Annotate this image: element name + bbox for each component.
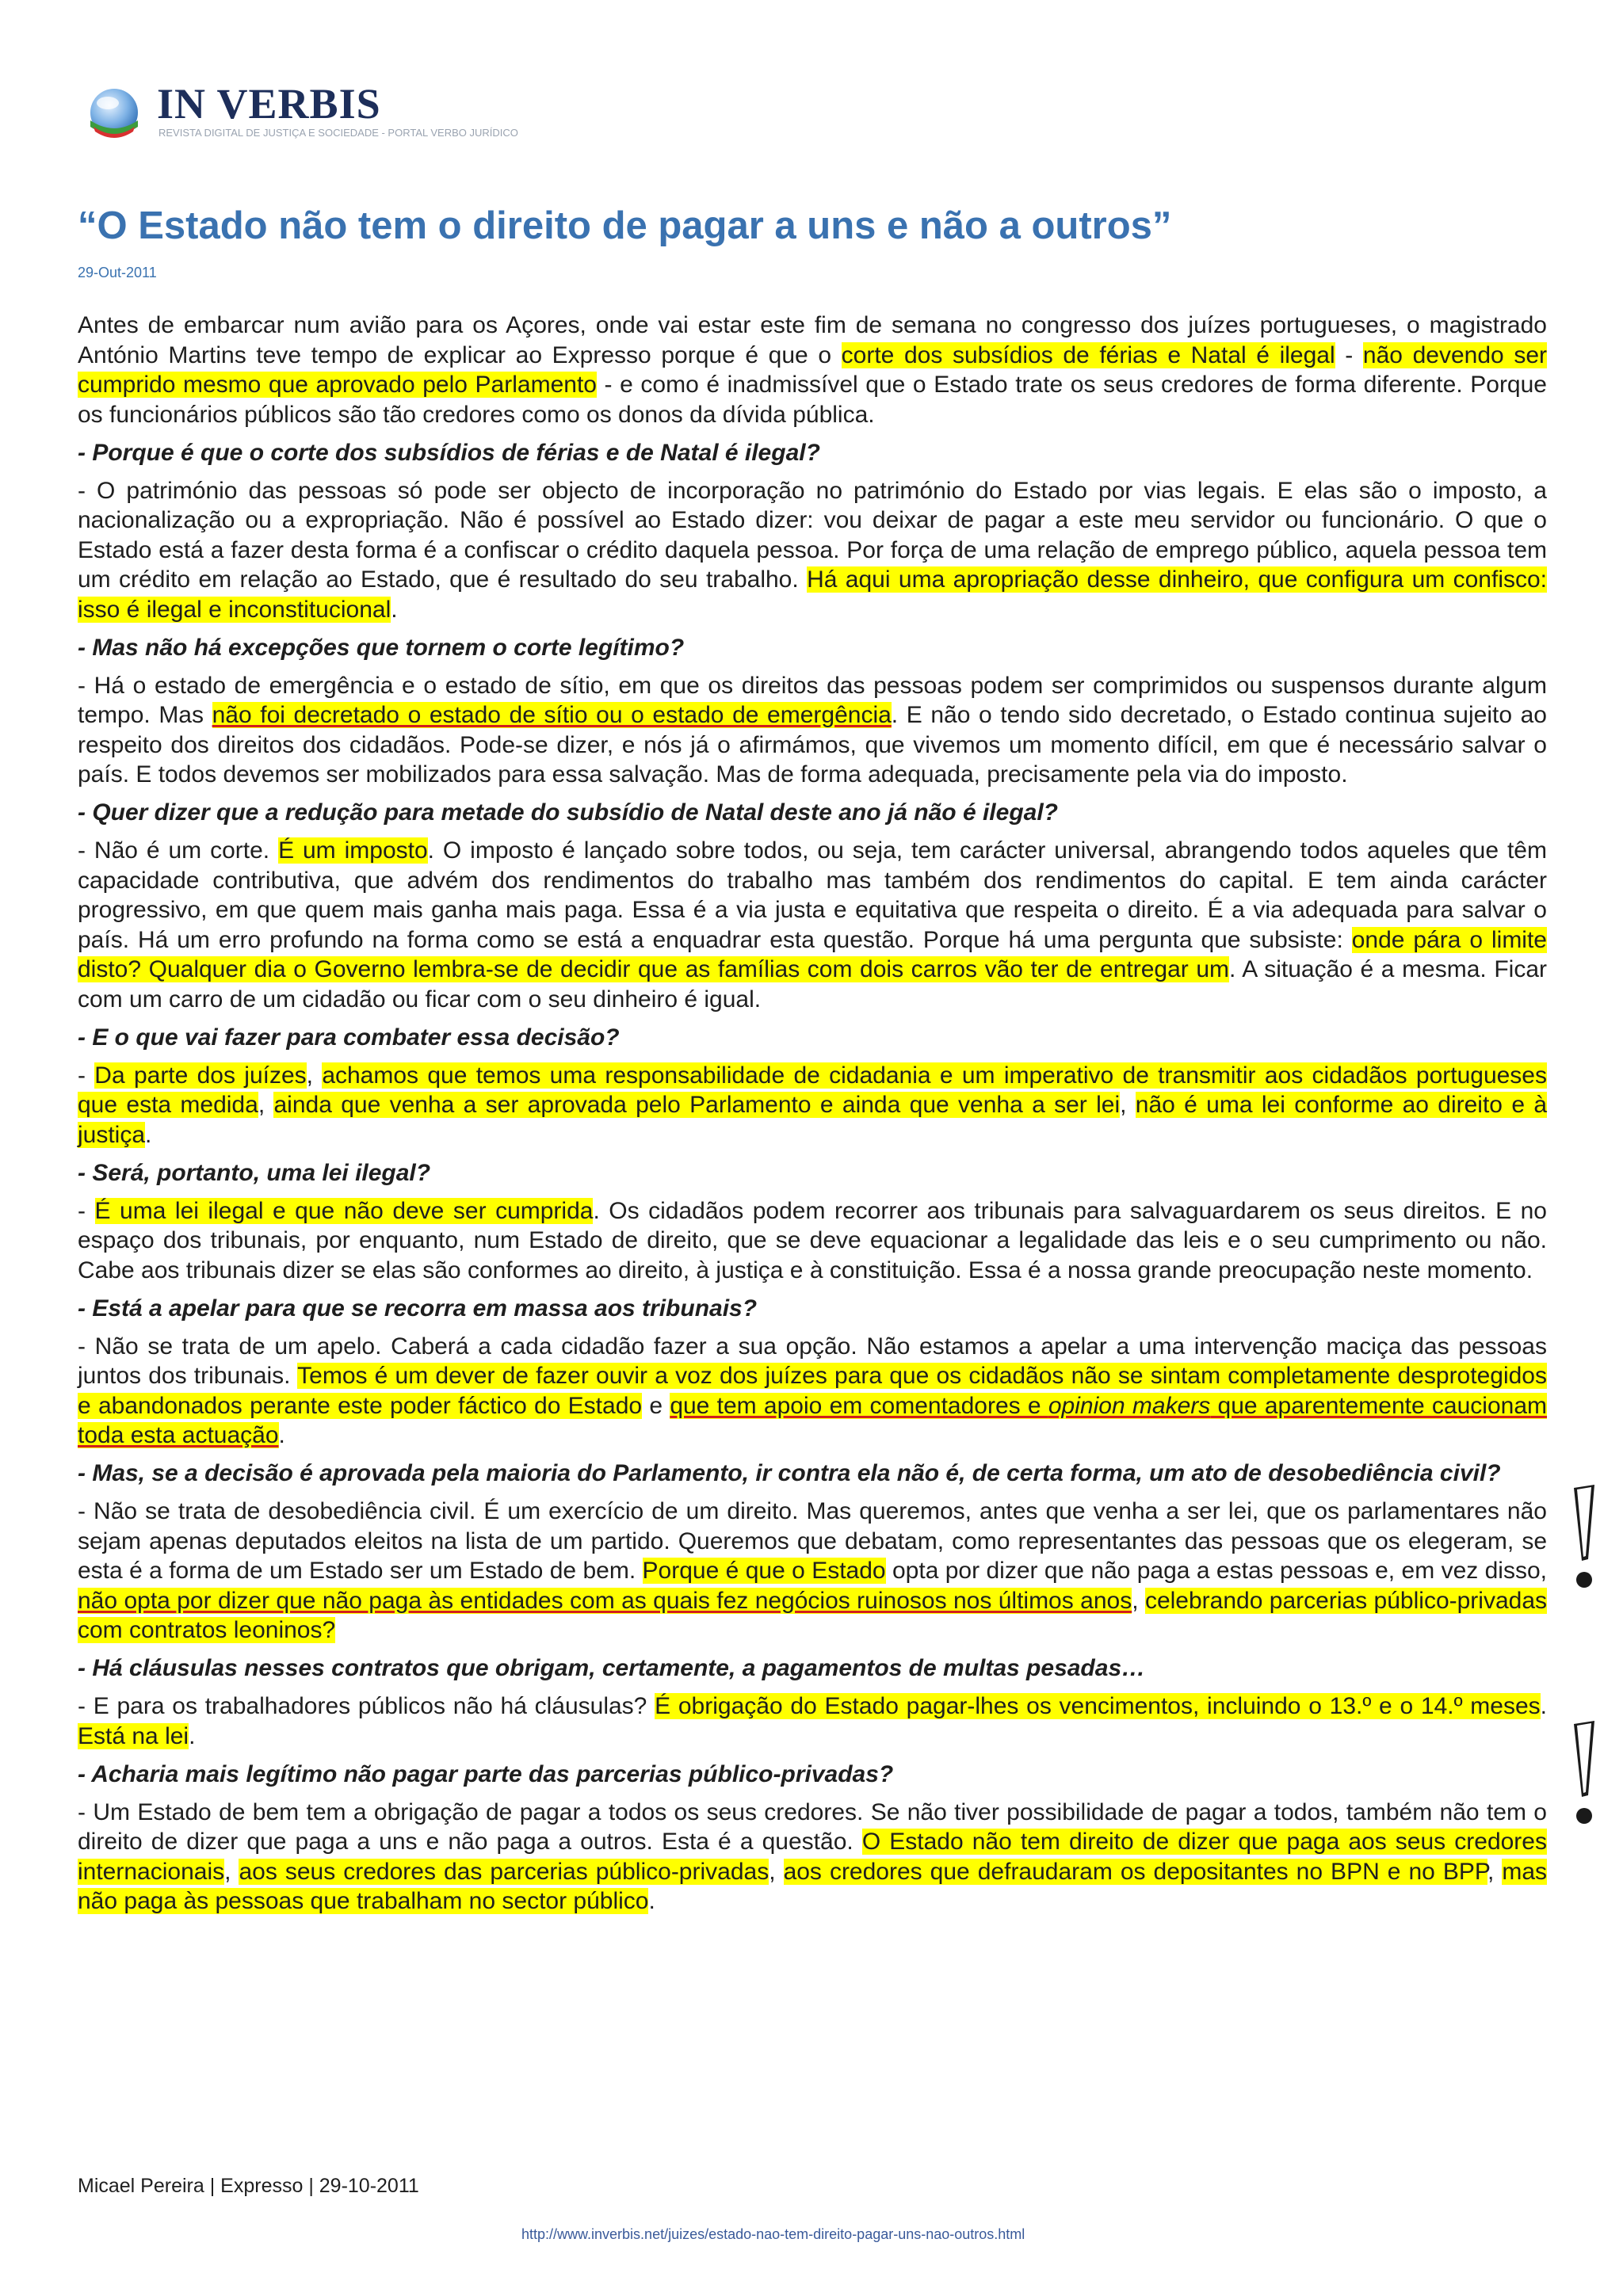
text-segment: . Os cidadãos podem recorrer aos tribunais para salvaguardarem os seus direitos. E no espaço dos tribunais, por enquanto, num Estado de direito, que se deve equacionar a legalidade das leis e o seu cumprimento ou não. Cabe aos tribunais dizer se elas são conformes ao direito, à justiça e à constituição. Essa é a nossa grande preocupação neste momento. [78,1197,1547,1283]
text-segment: - Um Estado de bem tem a obrigação de pagar a todos os seus credores. Se não tiver possibilidade de pagar a todos, também não tem o direito de dizer que paga a uns e não paga a outros. Esta é a questão. [78,1798,1547,1855]
text-segment: , [1120,1092,1136,1118]
text-segment: - Há o estado de emergência e o estado de sítio, em que os direitos das pessoas podem ser comprimidos ou suspensos durante algum tempo. Mas [78,672,1547,728]
highlighted-text: aos credores que defraudaram os depositantes no BPN e no BPP [783,1858,1487,1885]
highlighted-text: não foi decretado o estado de sítio ou o estado de emergência [212,702,892,728]
text-segment: - [78,1197,95,1224]
source-url[interactable]: http://www.inverbis.net/juizes/estado-nao-tem-direito-pagar-uns-nao-outros.html [521,2226,1025,2242]
interview-question [78,798,1547,828]
text-segment: - E para os trabalhadores públicos não há cláusulas? [78,1693,655,1719]
interview-question [78,1653,1547,1684]
site-logo[interactable] [86,79,609,151]
text-segment: - [78,1062,95,1089]
text-segment: - Quer dizer que a redução para metade do subsídio de Natal deste ano já não é ilegal? [78,799,1058,826]
highlighted-text: Porque é que o Estado [642,1558,886,1584]
text-segment: . [278,1422,285,1448]
article-paragraph [78,1332,1547,1451]
article-title: “O Estado não tem o direito de pagar a uns e não a outros” [78,204,1172,247]
text-segment: . [145,1121,152,1148]
text-segment: - Não se trata de um apelo. Caberá a cada cidadão fazer a sua opção. Não estamos a apelar a uma intervenção maciça das pessoas juntos dos tribunais. [78,1333,1547,1389]
highlighted-text: ainda que venha a ser aprovada pelo Parlamento e ainda que venha a ser lei [273,1092,1121,1118]
interview-question [78,633,1547,663]
highlighted-text: não opta por dizer que não paga às entidades com as quais fez negócios ruinosos nos últimos anos [78,1587,1132,1614]
text-segment: , [306,1062,323,1089]
highlighted-text: É obrigação do Estado pagar-lhes os vencimentos, incluindo o 13.º e o 14.º meses [655,1693,1541,1719]
text-segment: . E não o tendo sido decretado, o Estado continua sujeito ao respeito dos direitos dos cidadãos. Pode-se dizer, e nós já o afirmámos, que vivemos um momento difícil, em que é necessário salvar o país. E todos devemos ser mobilizados para essa salvação. Mas de forma adequada, precisamente pela via do imposto. [78,702,1547,788]
highlighted-text: Há aqui uma apropriação desse dinheiro, que configura um confisco: isso é ilegal e inconstitucional [78,566,1548,623]
interview-question [78,1023,1547,1053]
highlighted-text: Da parte dos juízes [94,1062,307,1089]
brand-name: IN VERBIS [157,80,381,128]
exclamation-mark-icon [1560,1480,1607,1599]
highlighted-text: É um imposto [278,837,428,864]
highlighted-text: mas não paga às pessoas que trabalham no sector público [78,1858,1548,1914]
article-paragraph [78,476,1547,625]
text-segment: opta por dizer que não paga a estas pessoas e, em vez disso, [885,1558,1547,1584]
text-segment: . [1540,1693,1548,1719]
highlighted-text: onde pára o limite disto? Qualquer dia o Governo lembra-se de decidir que as famílias com dois carros vão ter de entregar um [78,926,1547,982]
text-segment: , [1132,1587,1145,1614]
highlighted-text: achamos que temos uma responsabilidade de cidadania e um imperativo de transmitir aos cidadãos portugueses que esta medida [78,1062,1547,1118]
text-segment: . [189,1722,196,1749]
article-paragraph [78,1196,1547,1286]
text-segment: . [648,1888,655,1914]
text-segment: - Não é um corte. [78,837,279,864]
text-segment: - Porque é que o corte dos subsídios de férias e de Natal é ilegal? [78,439,820,466]
text-segment: - Será, portanto, uma lei ilegal? [78,1159,431,1186]
text-segment: - [1335,341,1363,368]
text-segment: - O património das pessoas só pode ser objecto de incorporação no património do Estado por vias legais. E elas são o imposto, a nacionalização ou a expropriação. Não é possível ao Estado dizer: vou deixar de pagar a este meu servidor ou funcionário. O que o Estado está a fazer desta forma é a confiscar o crédito daquela pessoa. Por força de uma relação de emprego público, aquela pessoa tem um crédito em relação ao Estado, que é resultado do seu trabalho. [78,477,1547,593]
text-segment: - E o que vai fazer para combater essa decisão? [78,1024,620,1051]
text-segment: , [258,1092,274,1118]
article-paragraph [78,1061,1547,1150]
highlighted-text: que aparentemente caucionam toda esta actuação [78,1392,1548,1448]
interview-question [78,1459,1547,1489]
highlighted-text: É uma lei ilegal e que não deve ser cumprida [94,1197,594,1224]
highlighted-text: que tem apoio em comentadores e [670,1392,1048,1419]
highlighted-text: aos seus credores das parcerias público-privadas [239,1858,769,1885]
text-segment: , [769,1858,784,1885]
text-segment: - e como é inadmissível que o Estado trate os seus credores de forma diferente. Porque os funcionários públicos são tão credores como os donos da dívida pública. [78,372,1547,428]
highlighted-text: Temos é um dever de fazer ouvir a voz dos juízes para que os cidadãos não se sintam completamente desprotegidos e abandonados perante este poder fáctico do Estado [78,1363,1547,1419]
interview-question [78,438,1547,468]
text-segment: - Está a apelar para que se recorra em massa aos tribunais? [78,1295,758,1322]
globe-icon [86,86,143,143]
article-paragraph [78,1497,1547,1646]
brand-tagline: REVISTA DIGITAL DE JUSTIÇA E SOCIEDADE - PORTAL VERBO JURÍDICO [158,127,518,139]
interview-question [78,1158,1547,1188]
interview-question [78,1294,1547,1324]
highlighted-text: não devendo ser cumprido mesmo que aprovado pelo Parlamento [78,341,1547,398]
article-paragraph [78,1798,1547,1917]
interview-question [78,1760,1547,1790]
article-date: 29-Out-2011 [78,265,157,280]
text-segment: . [391,596,398,623]
article-paragraph [78,671,1547,790]
highlighted-text: opinion makers [1048,1392,1211,1419]
text-segment: , [224,1858,239,1885]
article-paragraph [78,311,1547,429]
text-segment: - Não se trata de desobediência civil. É um exercício de um direito. Mas queremos, antes que venha a ser lei, que os parlamentares não sejam apenas deputados eleitos na lista de um partido. Queremos que debatam, como representantes das pessoas que os elegeram, se esta é a forma de um Estado ser um Estado de bem. [78,1498,1547,1584]
text-segment: - Mas, se a decisão é aprovada pela maioria do Parlamento, ir contra ela não é, de certa forma, um ato de desobediência civil? [78,1460,1501,1486]
exclamation-mark-icon [1560,1716,1607,1835]
text-segment: - Há cláusulas nesses contratos que obrigam, certamente, a pagamentos de multas pesadas… [78,1655,1146,1681]
text-segment: - Acharia mais legítimo não pagar parte das parcerias público-privadas? [78,1760,894,1787]
highlighted-text: celebrando parcerias público-privadas com contratos leoninos? [78,1587,1548,1643]
text-segment: e [642,1392,670,1419]
text-segment: , [1487,1858,1503,1885]
highlighted-text: não é uma lei conforme ao direito e à justiça [78,1092,1548,1148]
article-body [78,311,1547,1924]
highlighted-text: Está na lei [78,1722,189,1749]
article-byline: Micael Pereira | Expresso | 29-10-2011 [78,2175,419,2197]
highlighted-text: corte dos subsídios de férias e Natal é ilegal [841,341,1335,368]
text-segment: . A situação é a mesma. Ficar com um carro de um cidadão ou ficar com o seu dinheiro é igual. [78,956,1547,1013]
text-segment: . O imposto é lançado sobre todos, ou seja, tem carácter universal, abrangendo todos aqueles que têm capacidade contributiva, que advém dos rendimentos do trabalho mas também dos rendimentos do capital. E tem ainda carácter progressivo, em que quem mais ganha mais paga. Essa é a via justa e equitativa que respeita o direito. É a via adequada para salvar o país. Há um erro profundo na forma como se está a enquadrar esta questão. Porque há uma pergunta que subsiste: [78,837,1547,953]
article-paragraph [78,1691,1547,1751]
text-segment: - Mas não há excepções que tornem o corte legítimo? [78,634,685,661]
highlighted-text: O Estado não tem direito de dizer que paga aos seus credores internacionais [78,1829,1547,1885]
text-segment: Antes de embarcar num avião para os Açores, onde vai estar este fim de semana no congresso dos juízes portugueses, o magistrado António Martins teve tempo de explicar ao Expresso porque é que o [78,312,1547,368]
article-paragraph [78,836,1547,1014]
